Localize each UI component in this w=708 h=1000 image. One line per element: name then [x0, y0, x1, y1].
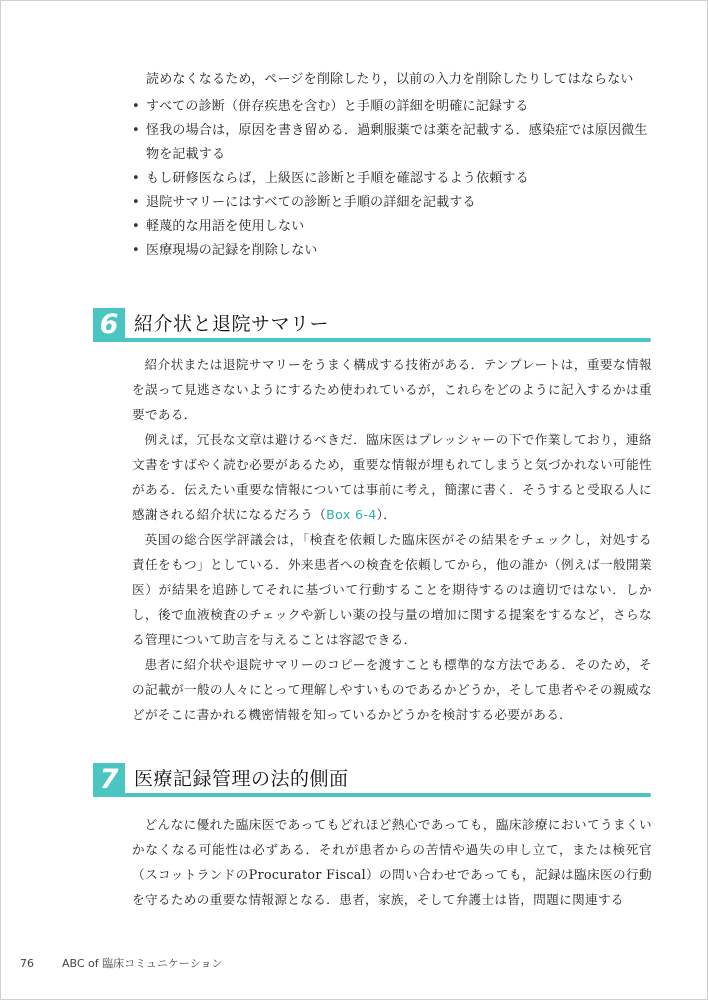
bullet-item: • 医療現場の記録を削除しない: [132, 239, 652, 263]
continued-text-line: 読めなくなるため，ページを削除したり，以前の入力を削除したりしてはならない: [146, 72, 634, 87]
bullet-item: • 軽蔑的な用語を使用しない: [132, 215, 652, 239]
bullet-item: • 怪我の場合は，原因を書き留める．過剰服薬では薬を記載する．感染症では原因微生物を記載する: [132, 119, 652, 167]
bullet-list: [132, 95, 652, 263]
paragraph: 英国の総合医学評議会は，「検査を依頼した臨床医がその結果をチェックし，対処する責任をもつ」としている．外来患者への検査を依頼してから，他の誰か（例えば一般開業医）が結果を追跡してそれに基づいて行動することを期待するのは適切ではない．しかし，後で血液検査のチェックや新しい薬の投与量の増加に関する提案をするなど，さらなる管理について助言を与えることは容認できる．: [132, 532, 652, 647]
section-number-badge: 7: [93, 763, 125, 797]
book-title: ABC of 臨床コミュニケーション: [62, 957, 223, 970]
bullet-item: • すべての診断（併存疾患を含む）と手順の詳細を明確に記録する: [132, 95, 652, 119]
section-number-badge: 6: [93, 308, 125, 342]
section-title: 紹介状と退院サマリー: [134, 313, 330, 335]
section-7-heading: [93, 763, 645, 797]
section-underline: [125, 338, 645, 342]
section-7-body: [132, 812, 652, 912]
bullet-item: • もし研修医ならば，上級医に診断と手順を確認するよう依頼する: [132, 167, 652, 191]
paragraph-text: 例えば，冗長な文章は避けるべきだ．臨床医はプレッシャーの下で作業しており，連絡文書をすばやく読む必要があるため，重要な情報が埋もれてしまうと気づかれない可能性がある．伝えたい重要な情報については事前に考え，簡潔に書く．そうすると受取る人に感謝される紹介状になるだろう（: [132, 432, 652, 522]
section-6-heading: [93, 308, 645, 342]
bullet-item: • 退院サマリーにはすべての診断と手順の詳細を記載する: [132, 191, 652, 215]
section-6-body: [132, 352, 652, 727]
page-number: 76: [20, 957, 34, 970]
paragraph-text: ）．: [376, 507, 397, 522]
box-reference-link[interactable]: Box 6-4: [326, 507, 377, 522]
paragraph: どんなに優れた臨床医であってもどれほど熱心であっても，臨床診療においてうまくいかなくなる可能性は必ずある．それが患者からの苦情や過失の申し立て，または検死官（スコットランドのProcurator Fiscal）の問い合わせであっても，記録は臨床医の行動を守るための重要な情報源となる．患者，家族，そして弁護士は皆，問題に関連する: [132, 817, 652, 907]
paragraph: [132, 427, 652, 527]
paragraph: 患者に紹介状や退院サマリーのコピーを渡すことも標準的な方法である．そのため，その記載が一般の人々にとって理解しやすいものであるかどうか，そして患者やその親威などがそこに書かれる機密情報を知っているかどうかを検討する必要がある．: [132, 657, 652, 722]
paragraph: 紹介状または退院サマリーをうまく構成する技術がある．テンプレートは，重要な情報を誤って見逃さないようにするため使われているが，これらをどのように記入するかは重要である．: [132, 357, 652, 422]
page-footer: [20, 955, 223, 971]
section-underline: [125, 793, 645, 797]
section-title: 医療記録管理の法的側面: [134, 768, 349, 790]
